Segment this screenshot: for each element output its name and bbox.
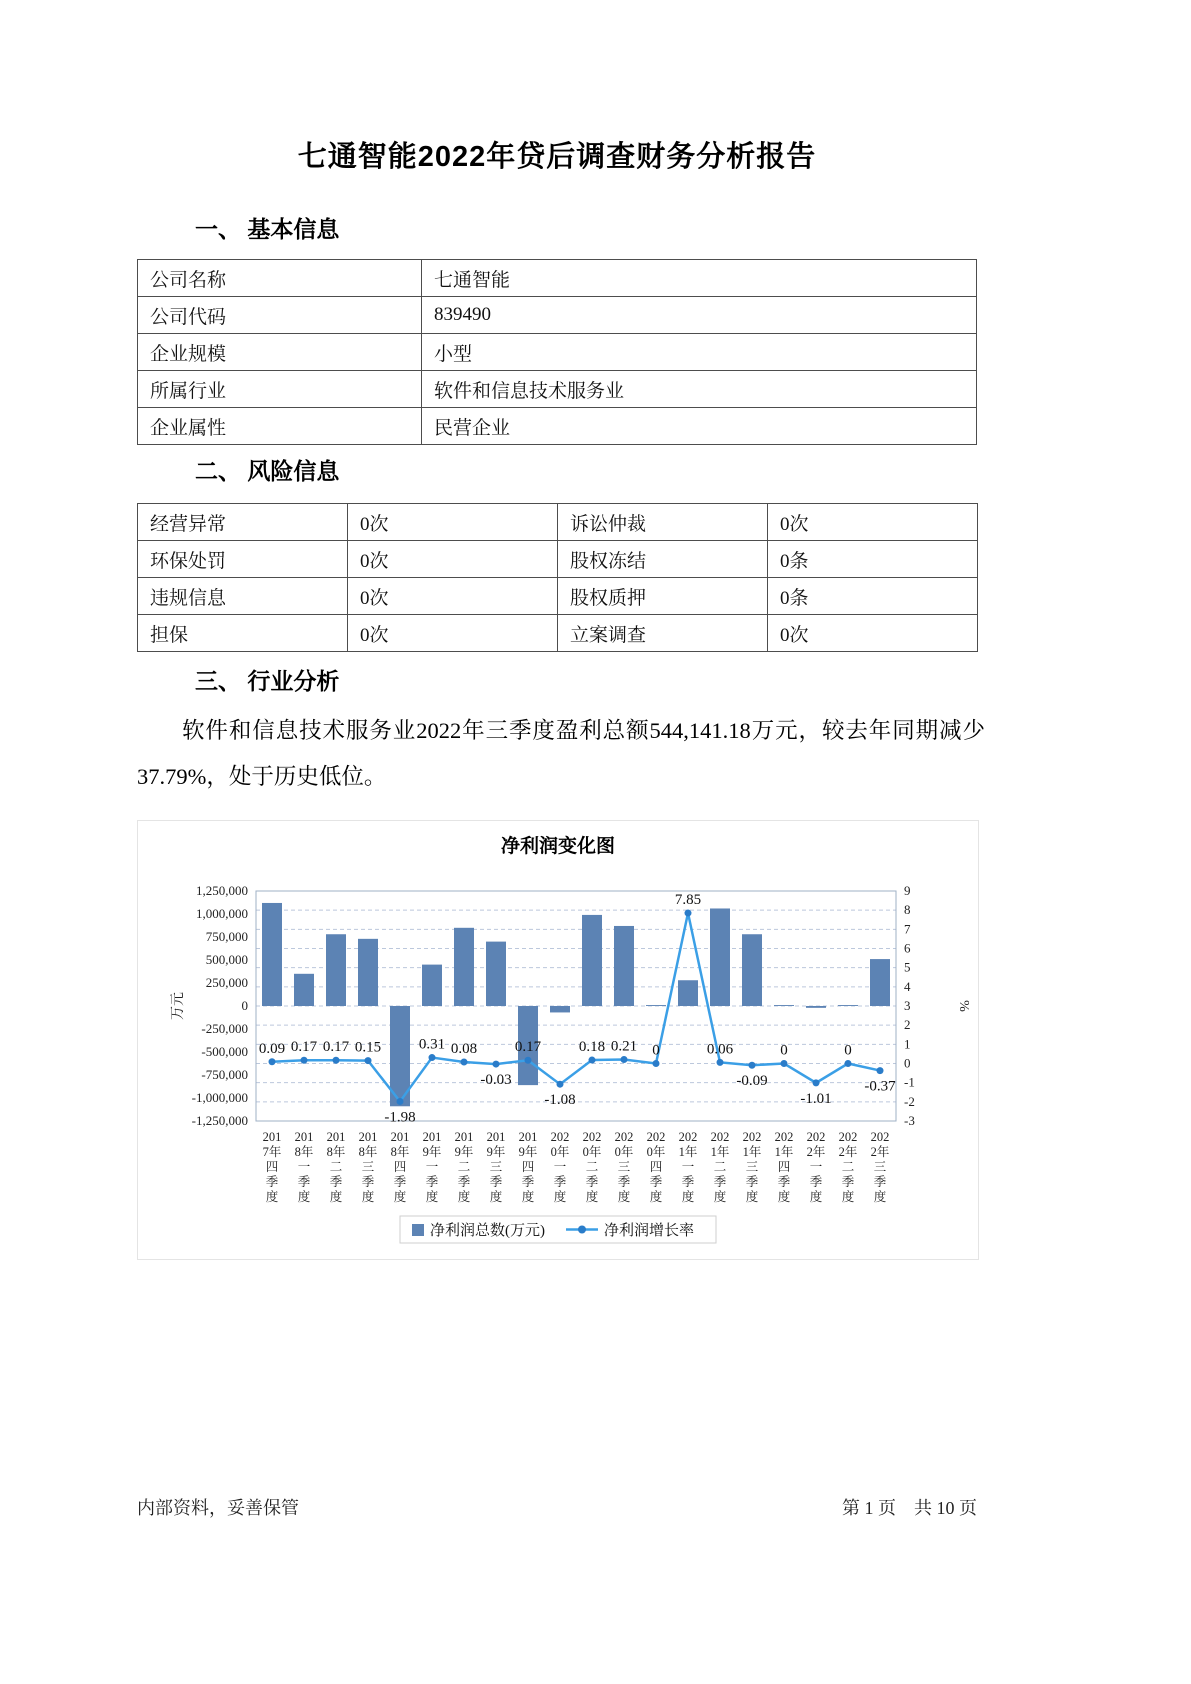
section-heading-industry-analysis: 三、 行业分析 <box>195 668 340 694</box>
field-value: 0次 <box>768 615 978 652</box>
field-value: 0次 <box>768 504 978 541</box>
table-row <box>138 371 977 408</box>
svg-text:1,250,000: 1,250,000 <box>196 883 248 898</box>
svg-text:0.08: 0.08 <box>450 1040 478 1057</box>
svg-text:0: 0 <box>241 998 248 1013</box>
svg-text:-500,000: -500,000 <box>201 1044 248 1059</box>
svg-text:500,000: 500,000 <box>205 952 248 967</box>
field-label: 股权质押 <box>558 578 768 615</box>
field-label: 立案调查 <box>558 615 768 652</box>
svg-text:2020年三季度: 202 0年三季度 <box>614 1130 634 1204</box>
footer-confidential-note: 内部资料，妥善保管 <box>137 1498 299 1518</box>
field-value: 0条 <box>768 541 978 578</box>
svg-text:2017年四季度: 201 7年四季度 <box>262 1130 282 1204</box>
svg-text:2018年三季度: 201 8年三季度 <box>358 1130 378 1204</box>
field-value: 0条 <box>768 578 978 615</box>
field-value: 0次 <box>348 578 558 615</box>
footer-current-page: 第 1 页 <box>842 1498 896 1518</box>
svg-text:0.17: 0.17 <box>322 1039 350 1056</box>
svg-text:2018年一季度: 201 8年一季度 <box>294 1130 314 1204</box>
table-row <box>138 408 977 445</box>
svg-text:2021年三季度: 202 1年三季度 <box>742 1130 762 1204</box>
section-heading-risk-info: 二、 风险信息 <box>195 458 340 484</box>
field-label: 经营异常 <box>138 504 348 541</box>
svg-text:-0.09: -0.09 <box>736 1073 768 1090</box>
table-row <box>138 504 978 541</box>
svg-text:2021年四季度: 202 1年四季度 <box>774 1130 794 1204</box>
svg-text:0.15: 0.15 <box>354 1039 382 1056</box>
svg-text:2021年一季度: 202 1年一季度 <box>678 1130 698 1204</box>
svg-text:2022年三季度: 202 2年三季度 <box>870 1130 890 1204</box>
basic-info-table <box>137 259 977 445</box>
svg-text:1: 1 <box>904 1036 911 1052</box>
field-value: 软件和信息技术服务业 <box>422 371 977 408</box>
table-row <box>138 297 977 334</box>
field-value: 839490 <box>422 297 977 334</box>
field-label: 股权冻结 <box>558 541 768 578</box>
svg-text:2021年二季度: 202 1年二季度 <box>710 1130 730 1204</box>
svg-text:2019年二季度: 201 9年二季度 <box>454 1130 474 1204</box>
field-value: 民营企业 <box>422 408 977 445</box>
svg-text:-1.98: -1.98 <box>384 1109 416 1126</box>
document-title: 七通智能2022年贷后调查财务分析报告 <box>297 141 817 173</box>
svg-text:-750,000: -750,000 <box>201 1067 248 1082</box>
table-row <box>138 541 978 578</box>
industry-analysis-paragraph: 软件和信息技术服务业2022年三季度盈利总额544,141.18万元，较去年同期减少37.79%，处于历史低位。 <box>137 718 985 789</box>
svg-text:7.85: 7.85 <box>674 892 702 909</box>
svg-text:2020年二季度: 202 0年二季度 <box>582 1130 602 1204</box>
svg-text:-250,000: -250,000 <box>201 1021 248 1036</box>
svg-text:4: 4 <box>904 978 911 994</box>
field-value: 小型 <box>422 334 977 371</box>
field-value: 0次 <box>348 504 558 541</box>
svg-text:-2: -2 <box>904 1093 915 1109</box>
svg-text:-0.37: -0.37 <box>864 1078 896 1095</box>
svg-text:-1,250,000: -1,250,000 <box>191 1113 248 1128</box>
svg-text:万元: 万元 <box>171 992 186 1020</box>
field-label: 企业规模 <box>138 334 422 371</box>
svg-text:7: 7 <box>904 921 911 937</box>
svg-text:2018年四季度: 201 8年四季度 <box>390 1130 410 1204</box>
svg-text:2019年一季度: 201 9年一季度 <box>422 1130 442 1204</box>
svg-text:净利润增长率: 净利润增长率 <box>604 1223 695 1239</box>
svg-text:3: 3 <box>904 998 911 1013</box>
svg-text:-0.03: -0.03 <box>480 1072 512 1089</box>
svg-text:8: 8 <box>904 902 911 918</box>
svg-text:5: 5 <box>904 959 911 975</box>
svg-text:2018年二季度: 201 8年二季度 <box>326 1130 346 1204</box>
svg-text:-1.08: -1.08 <box>544 1092 576 1109</box>
field-value: 0次 <box>348 541 558 578</box>
svg-text:0.06: 0.06 <box>706 1041 734 1058</box>
field-label: 担保 <box>138 615 348 652</box>
field-value: 0次 <box>348 615 558 652</box>
field-label: 所属行业 <box>138 371 422 408</box>
svg-text:-1: -1 <box>904 1074 915 1090</box>
field-label: 公司代码 <box>138 297 422 334</box>
svg-text:0.18: 0.18 <box>578 1039 606 1056</box>
net-profit-chart <box>138 858 978 1262</box>
svg-text:2022年二季度: 202 2年二季度 <box>838 1130 858 1204</box>
svg-text:-3: -3 <box>904 1113 915 1128</box>
svg-text:6: 6 <box>904 940 911 956</box>
svg-text:0: 0 <box>844 1042 852 1059</box>
field-label: 诉讼仲裁 <box>558 504 768 541</box>
svg-text:-1,000,000: -1,000,000 <box>191 1090 248 1105</box>
svg-text:0.31: 0.31 <box>418 1036 446 1053</box>
svg-text:9: 9 <box>904 883 911 898</box>
svg-text:-1.01: -1.01 <box>800 1090 832 1107</box>
svg-text:0: 0 <box>652 1042 660 1059</box>
field-value: 七通智能 <box>422 260 977 297</box>
svg-text:%: % <box>956 1000 971 1012</box>
svg-text:2019年四季度: 201 9年四季度 <box>518 1130 538 1204</box>
svg-text:0.17: 0.17 <box>514 1039 542 1056</box>
svg-text:1,000,000: 1,000,000 <box>196 906 248 921</box>
net-profit-chart-figure <box>137 820 979 1260</box>
svg-text:0: 0 <box>904 1055 911 1071</box>
svg-text:净利润总数(万元): 净利润总数(万元) <box>430 1223 545 1239</box>
field-label: 违规信息 <box>138 578 348 615</box>
svg-text:2020年一季度: 202 0年一季度 <box>550 1130 570 1204</box>
field-label: 企业属性 <box>138 408 422 445</box>
svg-text:2019年三季度: 201 9年三季度 <box>486 1130 506 1204</box>
svg-text:0.09: 0.09 <box>258 1040 286 1057</box>
svg-text:0: 0 <box>780 1042 788 1059</box>
footer-page-number <box>842 1494 977 1520</box>
field-label: 公司名称 <box>138 260 422 297</box>
chart-title: 净利润变化图 <box>500 836 615 857</box>
svg-text:2: 2 <box>904 1017 911 1033</box>
svg-text:2020年四季度: 202 0年四季度 <box>646 1130 666 1204</box>
footer-total-pages: 共 10 页 <box>914 1498 977 1518</box>
risk-info-table <box>137 503 978 652</box>
svg-text:0.17: 0.17 <box>290 1039 318 1056</box>
table-row <box>138 334 977 371</box>
table-row <box>138 615 978 652</box>
svg-text:0.21: 0.21 <box>610 1038 638 1055</box>
svg-text:750,000: 750,000 <box>205 929 248 944</box>
svg-text:250,000: 250,000 <box>205 975 248 990</box>
section-heading-basic-info: 一、 基本信息 <box>195 216 340 242</box>
svg-text:2022年一季度: 202 2年一季度 <box>806 1130 826 1204</box>
field-label: 环保处罚 <box>138 541 348 578</box>
table-row <box>138 578 978 615</box>
table-row <box>138 260 977 297</box>
